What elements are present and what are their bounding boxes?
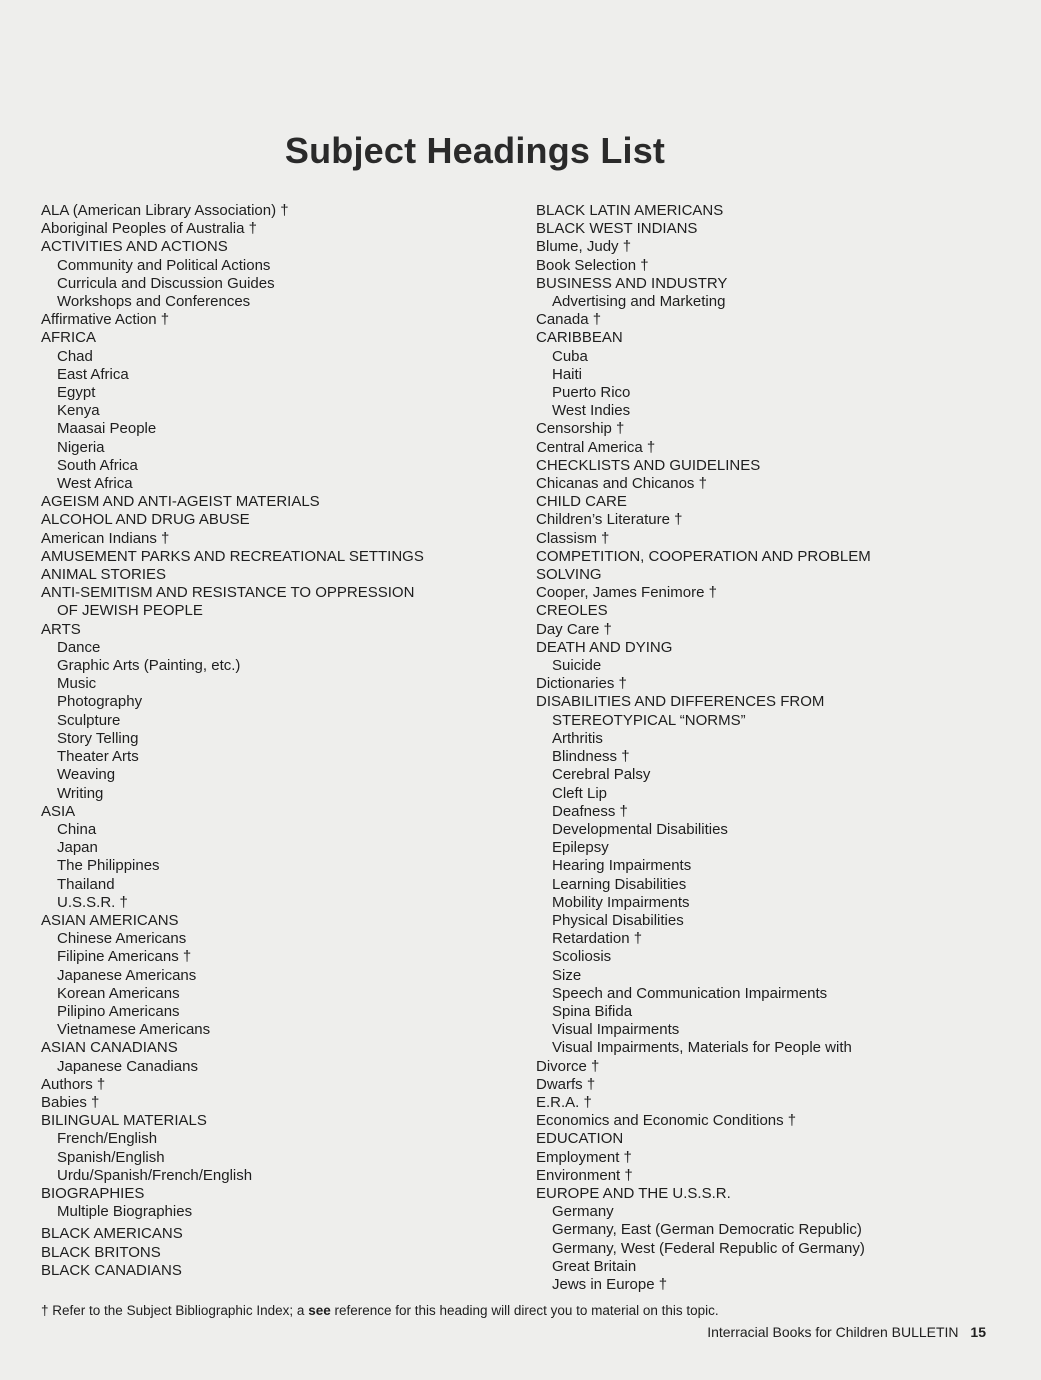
- subject-heading: AGEISM AND ANTI-AGEIST MATERIALS: [41, 493, 320, 511]
- page-footer: [707, 1324, 986, 1340]
- subject-heading: BLACK AMERICANS: [41, 1225, 183, 1243]
- subject-heading: BIOGRAPHIES: [41, 1184, 145, 1202]
- subject-subheading: West Africa: [57, 475, 133, 493]
- subject-subheading: Japan: [57, 839, 98, 857]
- subject-heading: Censorship †: [536, 420, 625, 438]
- subject-subheading: Nigeria: [57, 438, 105, 456]
- subject-subheading: Music: [57, 675, 97, 693]
- subject-subheading: Visual Impairments, Materials for People with: [552, 1039, 852, 1057]
- subject-heading: Classism †: [536, 529, 610, 547]
- subject-heading: Day Care †: [536, 620, 612, 638]
- subject-heading: ANIMAL STORIES: [41, 566, 167, 584]
- subject-heading: Economics and Economic Conditions †: [536, 1112, 797, 1130]
- subject-heading: Chicanas and Chicanos †: [536, 475, 707, 493]
- right-column: [536, 202, 1006, 1294]
- publication-name: Interracial Books for Children BULLETIN: [707, 1324, 959, 1340]
- subject-subheading: Haiti: [552, 365, 583, 383]
- subject-subheading: Workshops and Conferences: [57, 293, 251, 311]
- subject-subheading: Spina Bifida: [552, 1002, 633, 1020]
- subject-heading: ACTIVITIES AND ACTIONS: [41, 238, 228, 256]
- subject-heading: CARIBBEAN: [536, 329, 623, 347]
- subject-subheading: Japanese Americans: [57, 966, 197, 984]
- subject-heading: American Indians †: [41, 529, 170, 547]
- footnote-text-before: Refer to the Subject Bibliographic Index; a: [52, 1303, 309, 1318]
- subject-heading: ASIA: [41, 802, 76, 820]
- subject-subheading: Thailand: [57, 875, 115, 893]
- subject-subheading: Puerto Rico: [552, 384, 631, 402]
- subject-subheading: Size: [552, 966, 582, 984]
- subject-heading: ALCOHOL AND DRUG ABUSE: [41, 511, 250, 529]
- subject-subheading: Urdu/Spanish/French/English: [57, 1166, 253, 1184]
- subject-subheading: Chinese Americans: [57, 930, 187, 948]
- subject-subheading: West Indies: [552, 402, 631, 420]
- subject-subheading: Kenya: [57, 402, 100, 420]
- subject-subheading: Cleft Lip: [552, 784, 608, 802]
- subject-heading: BLACK BRITONS: [41, 1243, 161, 1261]
- footnote-see-reference: see: [308, 1303, 331, 1318]
- subject-subheading: Vietnamese Americans: [57, 1021, 211, 1039]
- page-number: 15: [970, 1324, 986, 1340]
- subject-subheading: Writing: [57, 784, 104, 802]
- subject-heading: EDUCATION: [536, 1130, 624, 1148]
- subject-heading: Book Selection †: [536, 256, 649, 274]
- subject-heading: Environment †: [536, 1166, 633, 1184]
- subject-heading: CREOLES: [536, 602, 608, 620]
- subject-subheading: Scoliosis: [552, 948, 612, 966]
- subject-heading: E.R.A. †: [536, 1093, 592, 1111]
- subject-heading: BUSINESS AND INDUSTRY: [536, 274, 728, 292]
- subject-heading: Divorce †: [536, 1057, 600, 1075]
- footnote: [41, 1303, 719, 1318]
- subject-subheading: Physical Disabilities: [552, 911, 684, 929]
- subject-subheading: French/English: [57, 1130, 158, 1148]
- subject-subheading: Korean Americans: [57, 984, 180, 1002]
- subject-subheading: Cuba: [552, 347, 588, 365]
- subject-subheading: Germany, East (German Democratic Republic): [552, 1221, 862, 1239]
- subject-heading-continuation: OF JEWISH PEOPLE: [57, 602, 203, 620]
- subject-heading: COMPETITION, COOPERATION AND PROBLEM: [536, 547, 871, 565]
- subject-heading: DEATH AND DYING: [536, 638, 673, 656]
- subject-heading: BILINGUAL MATERIALS: [41, 1112, 207, 1130]
- subject-subheading: Germany, West (Federal Republic of Germany): [552, 1239, 865, 1257]
- subject-heading: CHECKLISTS AND GUIDELINES: [536, 456, 761, 474]
- subject-heading: ALA (American Library Association) †: [41, 202, 289, 219]
- subject-subheading: Sculpture: [57, 711, 121, 729]
- subject-heading: SOLVING: [536, 566, 602, 584]
- subject-heading: Authors †: [41, 1075, 106, 1093]
- subject-subheading: Story Telling: [57, 729, 139, 747]
- subject-subheading: Epilepsy: [552, 839, 609, 857]
- subject-heading: Canada †: [536, 311, 602, 329]
- subject-subheading: China: [57, 820, 97, 838]
- subject-heading: ANTI-SEMITISM AND RESISTANCE TO OPPRESSION: [41, 584, 415, 602]
- subject-heading: ASIAN AMERICANS: [41, 911, 179, 929]
- subject-subheading: U.S.S.R. †: [57, 893, 128, 911]
- subject-subheading: Egypt: [57, 384, 96, 402]
- subject-subheading: Retardation †: [552, 930, 643, 948]
- subject-heading: CHILD CARE: [536, 493, 627, 511]
- subject-subheading: Advertising and Marketing: [552, 293, 726, 311]
- subject-heading-continuation: STEREOTYPICAL “NORMS”: [552, 711, 746, 729]
- subject-subheading: Curricula and Discussion Guides: [57, 274, 275, 292]
- subject-heading: Aboriginal Peoples of Australia †: [41, 220, 257, 238]
- subject-subheading: Great Britain: [552, 1257, 637, 1275]
- subject-subheading: Community and Political Actions: [57, 256, 271, 274]
- subject-subheading: Cerebral Palsy: [552, 766, 651, 784]
- subject-subheading: Pilipino Americans: [57, 1002, 180, 1020]
- subject-heading: Affirmative Action †: [41, 311, 170, 329]
- subject-subheading: Learning Disabilities: [552, 875, 687, 893]
- subject-subheading: Arthritis: [552, 729, 603, 747]
- subject-subheading: Maasai People: [57, 420, 157, 438]
- subject-heading: Cooper, James Fenimore †: [536, 584, 717, 602]
- subject-subheading: The Philippines: [57, 857, 160, 875]
- subject-subheading: Blindness †: [552, 748, 630, 766]
- dagger-symbol: †: [41, 1303, 49, 1318]
- subject-subheading: Deafness †: [552, 802, 628, 820]
- subject-heading: BLACK WEST INDIANS: [536, 220, 698, 238]
- subject-heading: Employment †: [536, 1148, 632, 1166]
- subject-subheading: Chad: [57, 347, 93, 365]
- footnote-text-after: reference for this heading will direct you to material on this topic.: [330, 1303, 719, 1318]
- subject-heading: DISABILITIES AND DIFFERENCES FROM: [536, 693, 825, 711]
- subject-heading: AMUSEMENT PARKS AND RECREATIONAL SETTINGS: [41, 547, 424, 565]
- subject-heading: Blume, Judy †: [536, 238, 632, 256]
- subject-subheading: Mobility Impairments: [552, 893, 690, 911]
- subject-heading: Central America †: [536, 438, 656, 456]
- subject-heading: BLACK CANADIANS: [41, 1261, 182, 1279]
- subject-subheading: Multiple Biographies: [57, 1203, 193, 1221]
- subject-heading: Dwarfs †: [536, 1075, 596, 1093]
- page-title: Subject Headings List: [284, 130, 666, 171]
- subject-subheading: Jews in Europe †: [552, 1275, 668, 1293]
- subject-subheading: Hearing Impairments: [552, 857, 692, 875]
- subject-heading: Babies †: [41, 1093, 100, 1111]
- subject-subheading: Theater Arts: [57, 748, 139, 766]
- left-column: [41, 202, 511, 1280]
- subject-subheading: Speech and Communication Impairments: [552, 984, 828, 1002]
- subject-subheading: Filipine Americans †: [57, 948, 192, 966]
- subject-subheading: Germany: [552, 1203, 614, 1221]
- subject-heading: EUROPE AND THE U.S.S.R.: [536, 1184, 731, 1202]
- subject-subheading: Japanese Canadians: [57, 1057, 198, 1075]
- subject-heading: Dictionaries †: [536, 675, 627, 693]
- subject-subheading: Weaving: [57, 766, 116, 784]
- subject-subheading: Visual Impairments: [552, 1021, 680, 1039]
- subject-heading: AFRICA: [41, 329, 97, 347]
- subject-heading: ARTS: [41, 620, 81, 638]
- subject-heading: BLACK LATIN AMERICANS: [536, 202, 724, 219]
- subject-subheading: Dance: [57, 638, 101, 656]
- subject-subheading: South Africa: [57, 456, 138, 474]
- subject-subheading: Photography: [57, 693, 143, 711]
- subject-subheading: East Africa: [57, 365, 129, 383]
- subject-subheading: Developmental Disabilities: [552, 820, 728, 838]
- subject-heading: Children’s Literature †: [536, 511, 683, 529]
- subject-heading: ASIAN CANADIANS: [41, 1039, 178, 1057]
- subject-subheading: Suicide: [552, 657, 602, 675]
- subject-subheading: Spanish/English: [57, 1148, 165, 1166]
- subject-subheading: Graphic Arts (Painting, etc.): [57, 657, 241, 675]
